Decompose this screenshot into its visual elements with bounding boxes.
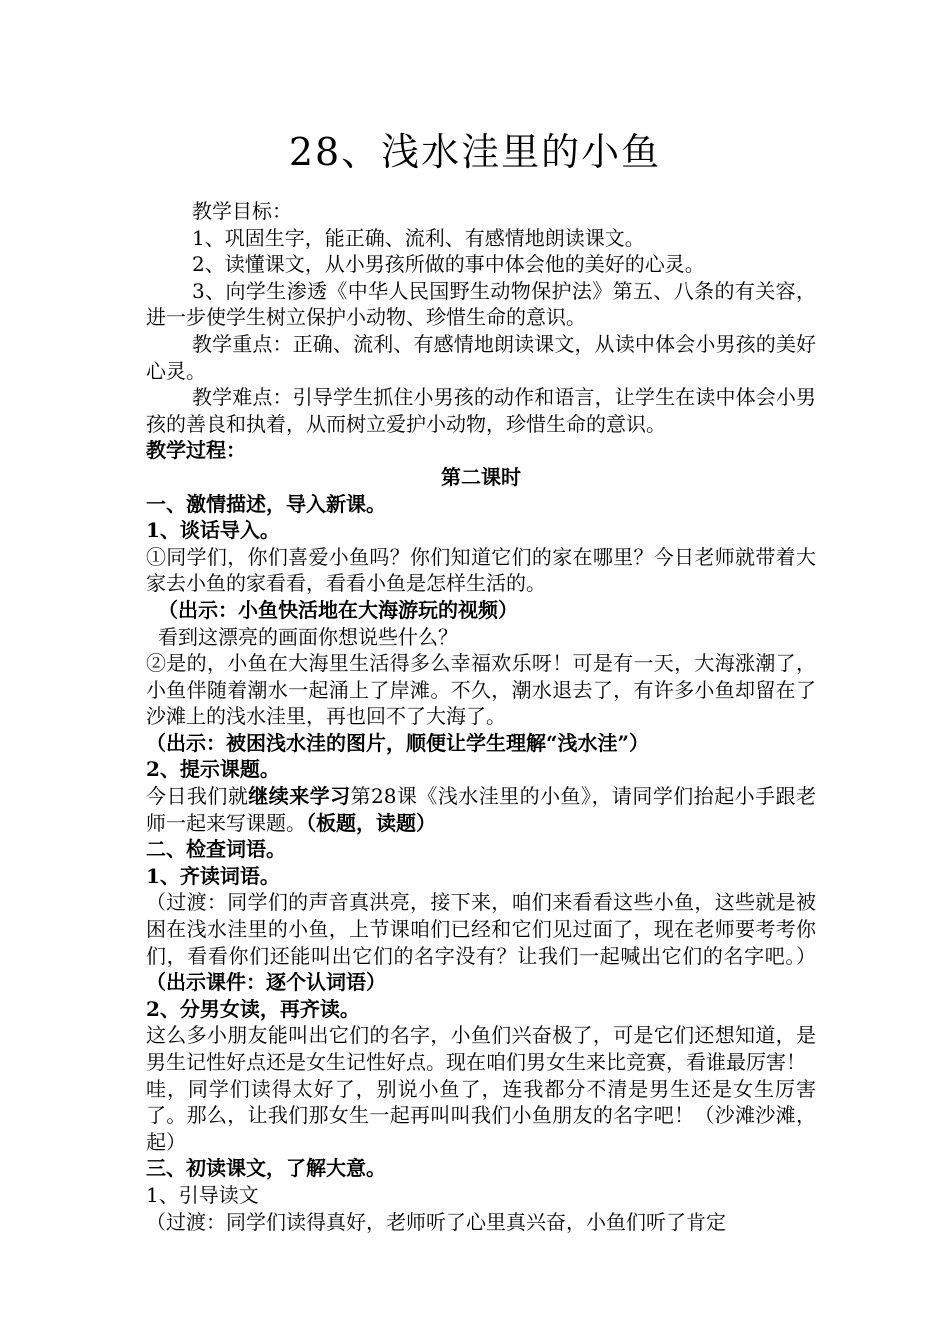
section-1-item-1: 1、谈话导入。 bbox=[146, 518, 280, 543]
section-1-question: 看到这漂亮的画面你想说些什么？ bbox=[158, 624, 458, 649]
section-1-show-1: （出示：小鱼快活地在大海游玩的视频） bbox=[158, 597, 518, 622]
paragraph-3-part-b: 继续来学习 bbox=[248, 784, 351, 809]
section-2-heading: 二、检查词语。 bbox=[146, 837, 286, 862]
section-3-heading: 三、初读课文，了解大意。 bbox=[146, 1156, 386, 1181]
section-1-paragraph-1: ①同学们，你们喜爱小鱼吗？你们知道它们的家在哪里？今日老师就带着大家去小鱼的家看看，看看小鱼是怎样生活的。 bbox=[146, 544, 816, 596]
objective-1: 1、巩固生字，能正确、流利、有感情地朗读课文。 bbox=[192, 225, 645, 250]
lesson-heading: 第二课时 bbox=[441, 464, 521, 489]
key-points: 教学重点：正确、流利、有感情地朗读课文，从读中体会小男孩的美好心灵。 bbox=[146, 331, 816, 383]
paragraph-3-part-a: 今日我们就 bbox=[146, 784, 249, 809]
section-1-show-2: （出示：被困浅水洼的图片，顺便让学生理解“浅水洼”） bbox=[146, 730, 650, 755]
document-body bbox=[146, 198, 816, 1235]
s2-paragraph-1-part-a: （过渡：同学们的声音真洪亮，接下来，咱们来看看这些小鱼，这些就是被困在浅水洼里的小鱼，上节课咱们已经和它们见过面了，现在老师要考考你们，看看你们还能叫出它们的名字没有？让我们一起喊出它们的名字吧。） bbox=[146, 890, 816, 968]
objectives-heading: 教学目标： bbox=[192, 199, 292, 223]
section-2-paragraph-1 bbox=[146, 889, 816, 995]
paragraph-3-part-c: 第28课《浅水洼里的小鱼》，请同学们抬起小手跟老师一起来写课题。 bbox=[146, 784, 817, 835]
objective-2: 2、读懂课文，从小男孩所做的事中体会他的美好的心灵。 bbox=[192, 252, 705, 277]
section-1-paragraph-2: ②是的，小鱼在大海里生活得多么幸福欢乐呀！可是有一天，大海涨潮了，小鱼伴随着潮水一起涌上了岸滩。不久，潮水退去了，有许多小鱼却留在了沙滩上的浅水洼里，再也回不了大海了。 bbox=[146, 651, 816, 729]
section-3-item-1: 1、引导读文 bbox=[146, 1182, 259, 1207]
s2-paragraph-1-part-b: （出示课件：逐个认词语） bbox=[146, 970, 386, 995]
section-2-item-1: 1、齐读词语。 bbox=[146, 863, 280, 888]
section-1-paragraph-3 bbox=[146, 783, 816, 836]
section-3-paragraph-1: （过渡：同学们读得真好，老师听了心里真兴奋，小鱼们听了肯定 bbox=[146, 1209, 726, 1234]
section-2-paragraph-2: 这么多小朋友能叫出它们的名字，小鱼们兴奋极了，可是它们还想知道，是男生记性好点还是女生记性好点。现在咱们男女生来比竞赛，看谁最厉害！ bbox=[146, 1023, 816, 1074]
section-2-item-2: 2、分男女读，再齐读。 bbox=[146, 996, 360, 1021]
paragraph-3-part-d: （板题，读题） bbox=[306, 810, 436, 835]
difficulties: 教学难点：引导学生抓住小男孩的动作和语言，让学生在读中体会小男孩的善良和执着，从而树立爱护小动物，珍惜生命的意识。 bbox=[146, 385, 816, 436]
section-1-item-2: 2、提示课题。 bbox=[146, 757, 280, 782]
document-title: 28、浅水洼里的小鱼 bbox=[288, 130, 662, 174]
section-1-heading: 一、激情描述，导入新课。 bbox=[146, 491, 386, 516]
objective-3: 3、向学生渗透《中华人民国野生动物保护法》第五、八条的有关容，进一步使学生树立保护小动物、珍惜生命的意识。 bbox=[146, 278, 816, 330]
process-heading: 教学过程： bbox=[146, 438, 246, 463]
section-2-paragraph-3: 哇，同学们读得太好了，别说小鱼了，连我都分不清是男生还是女生厉害了。那么，让我们那女生一起再叫叫我们小鱼朋友的名字吧！（沙滩沙滩，起） bbox=[146, 1076, 816, 1154]
